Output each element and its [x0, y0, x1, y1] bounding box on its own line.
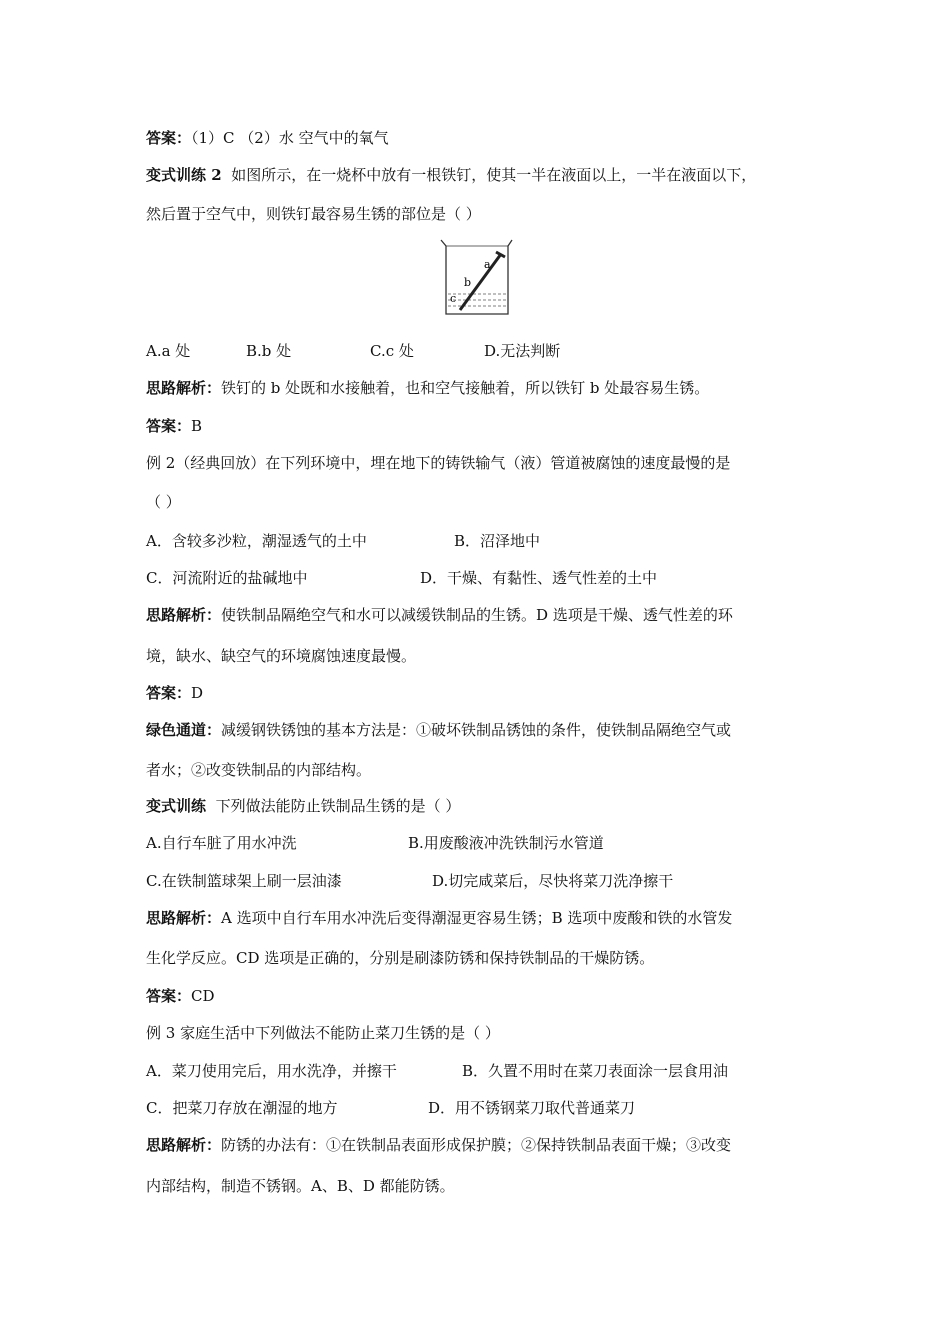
variant-2-options	[146, 341, 560, 361]
example-2-text-1: 例 2（经典回放）在下列环境中，埋在地下的铸铁输气（液）管道被腐蚀的速度最慢的是	[146, 454, 731, 472]
answer-text: B	[191, 417, 203, 435]
variant-3-text: 下列做法能防止铁制品生锈的是（ ）	[215, 797, 461, 815]
analysis-line-4b	[146, 1176, 455, 1196]
answer-text: D	[191, 684, 204, 702]
variant-3-question	[146, 796, 460, 816]
example-3-text: 例 3 家庭生活中下列做法不能防止菜刀生锈的是（ ）	[146, 1024, 500, 1042]
option-d: D.无法判断	[484, 342, 561, 360]
green-channel-line-2	[146, 760, 371, 780]
example-2-question-line-2	[146, 492, 181, 512]
analysis-label: 思路解析：	[146, 379, 222, 397]
label-c: c	[450, 292, 457, 305]
answer-label: 答案：	[146, 684, 192, 702]
analysis-text-1: 使铁制品隔绝空气和水可以减缓铁制品的生锈。D 选项是干燥、透气性差的环	[221, 606, 733, 624]
analysis-line-3b	[146, 948, 654, 968]
analysis-text: 铁钉的 b 处既和水接触着，也和空气接触着，所以铁钉 b 处最容易生锈。	[221, 379, 710, 397]
option-a: A．菜刀使用完后，用水洗净，并擦干	[146, 1062, 397, 1080]
analysis-label: 思路解析：	[146, 909, 222, 927]
variant-2-text-2: 然后置于空气中，则铁钉最容易生锈的部位是（ ）	[146, 205, 481, 223]
green-channel-line-1	[146, 720, 731, 740]
variant-2-question-line-1	[146, 165, 756, 185]
analysis-line-2a	[146, 605, 733, 625]
option-a: A.自行车脏了用水冲洗	[146, 834, 297, 852]
analysis-label: 思路解析：	[146, 1136, 222, 1154]
example-2-options-row-2	[146, 568, 657, 588]
answer-line-1	[146, 128, 389, 148]
option-a: A．含较多沙粒，潮湿透气的土中	[146, 532, 367, 550]
option-d: D．干燥、有黏性、透气性差的土中	[420, 569, 658, 587]
answer-text: （1）C （2）水 空气中的氧气	[191, 129, 389, 147]
option-b: B．久置不用时在菜刀表面涂一层食用油	[462, 1062, 729, 1080]
variant-3-options-row-1	[146, 833, 604, 853]
label-a: a	[484, 258, 491, 271]
analysis-label: 思路解析：	[146, 606, 222, 624]
analysis-text-2: 生化学反应。CD 选项是正确的，分别是刷漆防锈和保持铁制品的干燥防锈。	[146, 949, 655, 967]
label-b: b	[464, 276, 472, 289]
answer-line-3	[146, 683, 203, 703]
analysis-text-2: 境，缺水、缺空气的环境腐蚀速度最慢。	[146, 647, 417, 665]
option-c: C.c 处	[370, 342, 414, 360]
beaker-figure	[438, 238, 514, 318]
answer-line-2	[146, 416, 202, 436]
answer-label: 答案：	[146, 417, 192, 435]
analysis-line-4a	[146, 1135, 731, 1155]
example-2-options-row-1	[146, 531, 540, 551]
variant-3-label: 变式训练	[146, 797, 207, 815]
answer-line-4	[146, 986, 215, 1006]
example-2-text-2: （ ）	[146, 493, 181, 511]
option-d: D．用不锈钢菜刀取代普通菜刀	[428, 1099, 636, 1117]
analysis-text-1: A 选项中自行车用水冲洗后变得潮湿更容易生锈；B 选项中废酸和铁的水管发	[221, 909, 733, 927]
variant-2-question-line-2	[146, 204, 481, 224]
variant-2-text-1: 如图所示，在一烧杯中放有一根铁钉，使其一半在液面以上，一半在液面以下，	[231, 166, 757, 184]
option-c: C．把菜刀存放在潮湿的地方	[146, 1099, 338, 1117]
answer-label: 答案：	[146, 987, 192, 1005]
analysis-text-2: 内部结构，制造不锈钢。A、B、D 都能防锈。	[146, 1177, 455, 1195]
green-channel-text-1: 减缓钢铁锈蚀的基本方法是：①破坏铁制品锈蚀的条件，使铁制品隔绝空气或	[221, 721, 732, 739]
option-b: B.b 处	[246, 342, 292, 360]
option-b: B．沼泽地中	[454, 532, 541, 550]
answer-text: CD	[191, 987, 215, 1005]
option-c: C．河流附近的盐碱地中	[146, 569, 308, 587]
green-channel-label: 绿色通道：	[146, 721, 222, 739]
option-c: C.在铁制篮球架上刷一层油漆	[146, 872, 342, 890]
analysis-line-3a	[146, 908, 732, 928]
analysis-line-2b	[146, 646, 416, 666]
option-d: D.切完咸菜后，尽快将菜刀洗净擦干	[432, 872, 674, 890]
green-channel-text-2: 者水；②改变铁制品的内部结构。	[146, 761, 372, 779]
example-3-question	[146, 1023, 500, 1043]
analysis-line-1	[146, 378, 709, 398]
example-3-options-row-1	[146, 1061, 728, 1081]
variant-2-label: 变式训练 2	[146, 166, 222, 184]
option-a: A.a 处	[146, 342, 191, 360]
example-2-question-line-1	[146, 453, 730, 473]
analysis-text-1: 防锈的办法有：①在铁制品表面形成保护膜；②保持铁制品表面干燥；③改变	[221, 1136, 732, 1154]
option-b: B.用废酸液冲洗铁制污水管道	[408, 834, 604, 852]
example-3-options-row-2	[146, 1098, 635, 1118]
variant-3-options-row-2	[146, 871, 673, 891]
answer-label: 答案：	[146, 129, 192, 147]
